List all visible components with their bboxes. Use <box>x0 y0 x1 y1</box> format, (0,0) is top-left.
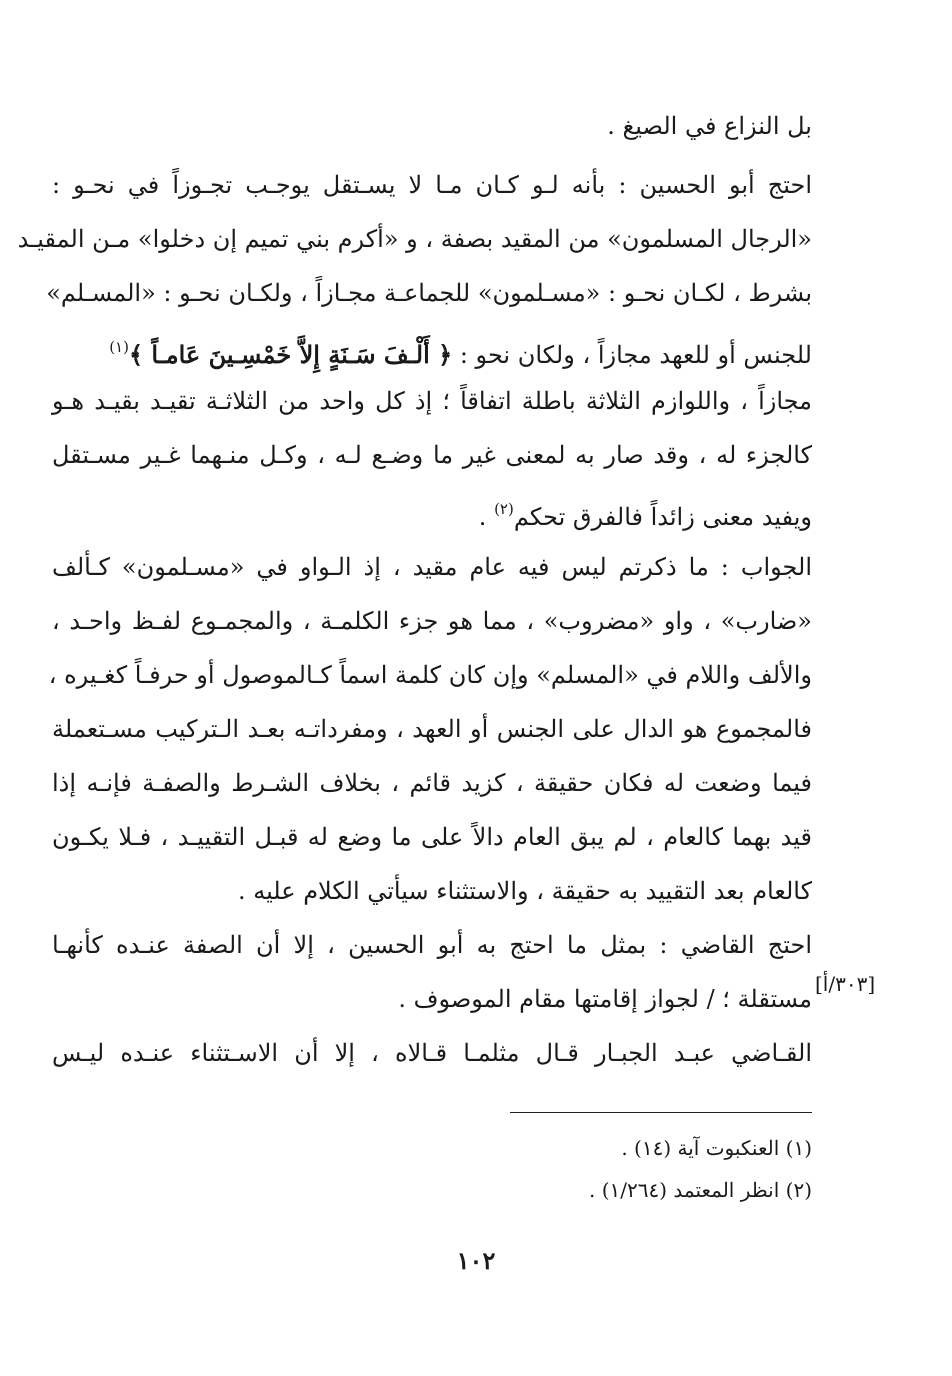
text-segment: . <box>478 503 495 531</box>
footnote-2: (٢) انظر المعتمد (١/٢٦٤) . <box>588 1178 812 1202</box>
text-line: والألف واللام في «المسلم» وإن كان كلمة اسماً كـالموصول أو حرفـاً كغـيره ، <box>48 661 812 689</box>
text-line: مستقلة ؛ / لجواز إقامتها مقام الموصوف . <box>398 985 812 1013</box>
text-line-with-footnote <box>52 486 812 532</box>
text-line: مجازاً ، واللوازم الثلاثة باطلة اتفاقاً ؛ إذ كل واحد من الثلاثـة تقيـد بقيـد هـو <box>52 387 812 415</box>
text-line: احتج القاضي : بمثل ما احتج به أبو الحسين ، إلا أن الصفة عنـده كأنهـا <box>52 931 812 959</box>
text-line: كالجزء له ، وقد صار به لمعنى غير ما وضـع لـه ، وكـل منـهما غـير مسـتقل <box>52 441 812 469</box>
text-line: القـاضي عبـد الجبـار قـال مثلمـا قـالاه ، إلا أن الاسـتثناء عنـده ليـس <box>52 1039 812 1067</box>
text-line-with-verse <box>52 324 812 370</box>
footnote-ref: (٢) <box>494 500 514 518</box>
footnote-divider <box>510 1112 812 1113</box>
footnote-ref: (١) <box>109 338 129 356</box>
quran-verse: ﴿ أَلْـفَ سَـنَةٍ إِلاَّ خَمْسِـينَ عَامـاً ﴾ <box>128 340 453 369</box>
text-line: بل النزاع في الصيغ . <box>607 112 812 140</box>
text-line: احتج أبو الحسين : بأنه لـو كـان مـا لا يسـتقل يوجـب تجـوزاً في نحـو : <box>52 171 813 199</box>
text-segment: للجنس أو للعهد مجازاً ، ولكان نحو : <box>459 341 812 369</box>
text-line: «الرجال المسلمون» من المقيد بصفة ، و «أكرم بني تميم إن دخلوا» مـن المقيـد <box>17 225 812 253</box>
text-line: «ضارب» ، واو «مضروب» ، مما هو جزء الكلمـة ، والمجمـوع لفـظ واحـد ، <box>52 607 812 635</box>
main-text <box>17 103 813 1083</box>
text-line: بشرط ، لكـان نحـو : «مسـلمون» للجماعـة مجـازاً ، ولكـان نحـو : «المسـلم» <box>46 279 812 307</box>
text-line: الجواب : ما ذكرتم ليس فيه عام مقيد ، إذ الـواو في «مسـلمون» كـألف <box>52 553 813 581</box>
text-line: قيد بهما كالعام ، لم يبق العام دالاً على ما وضع له قبـل التقييـد ، فـلا يكـون <box>52 823 812 851</box>
text-line: فالمجموع هو الدال على الجنس أو العهد ، ومفرداتـه بعـد الـتركيب مسـتعملة <box>52 715 812 743</box>
text-line: فيما وضعت له فكان حقيقة ، كزيد قائم ، بخلاف الشـرط والصفـة فإنـه إذا <box>52 769 812 797</box>
text-line: كالعام بعد التقييد به حقيقة ، والاستثناء سيأتي الكلام عليه . <box>237 877 812 905</box>
text-segment: ويفيد معنى زائداً فالفرق تحكم <box>513 503 812 531</box>
page-number: ١٠٢ <box>456 1246 496 1275</box>
footnote-1: (١) العنكبوت آية (١٤) . <box>621 1136 812 1160</box>
manuscript-folio-note: [٣٠٣/أ] <box>815 972 876 996</box>
